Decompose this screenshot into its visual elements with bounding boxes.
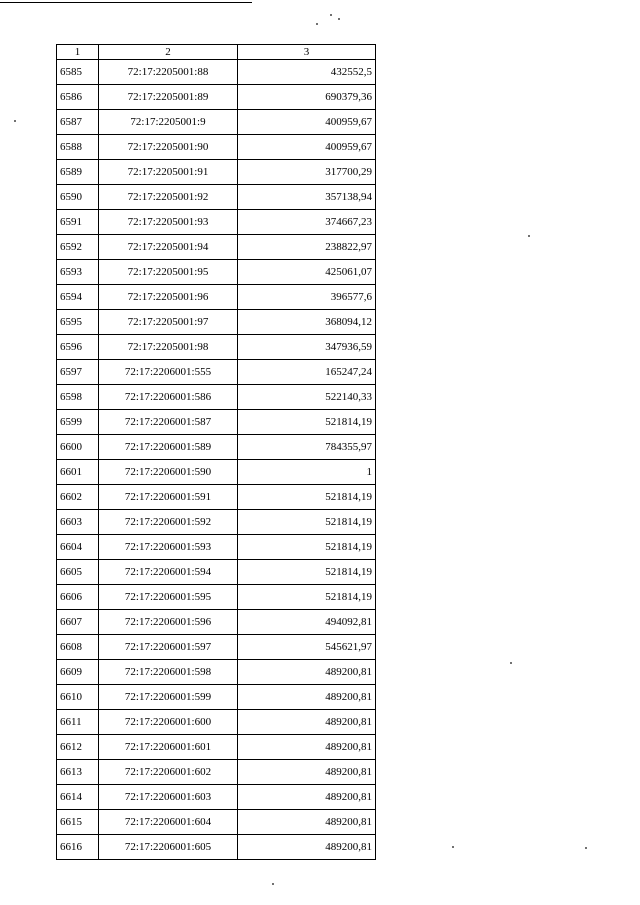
cadastral-number: 72:17:2206001:587: [99, 410, 238, 435]
row-number: 6612: [57, 735, 99, 760]
cadastral-number: 72:17:2205001:94: [99, 235, 238, 260]
row-number: 6608: [57, 635, 99, 660]
cadastral-value: 489200,81: [238, 835, 376, 860]
cadastral-number: 72:17:2206001:596: [99, 610, 238, 635]
table-row: [57, 210, 376, 235]
cadastral-value: 690379,36: [238, 85, 376, 110]
column-header-2: 2: [99, 45, 238, 60]
cadastral-value: 522140,33: [238, 385, 376, 410]
scan-speck: [316, 23, 318, 25]
table-row: [57, 610, 376, 635]
cadastral-number: 72:17:2205001:91: [99, 160, 238, 185]
cadastral-number: 72:17:2205001:90: [99, 135, 238, 160]
cadastral-value: 368094,12: [238, 310, 376, 335]
table-row: [57, 460, 376, 485]
cadastral-number: 72:17:2206001:605: [99, 835, 238, 860]
cadastral-number: 72:17:2206001:603: [99, 785, 238, 810]
cadastral-value: 521814,19: [238, 560, 376, 585]
row-number: 6585: [57, 60, 99, 85]
cadastral-value: 489200,81: [238, 810, 376, 835]
scan-speck: [510, 662, 512, 664]
scan-speck: [585, 847, 587, 849]
cadastral-number: 72:17:2206001:595: [99, 585, 238, 610]
row-number: 6613: [57, 760, 99, 785]
table-row: [57, 585, 376, 610]
cadastral-number: 72:17:2206001:601: [99, 735, 238, 760]
cadastral-value: 494092,81: [238, 610, 376, 635]
scan-speck: [272, 883, 274, 885]
cadastral-number: 72:17:2205001:89: [99, 85, 238, 110]
row-number: 6616: [57, 835, 99, 860]
cadastral-value: 521814,19: [238, 510, 376, 535]
cadastral-value: 432552,5: [238, 60, 376, 85]
cadastral-number: 72:17:2206001:592: [99, 510, 238, 535]
table-row: [57, 110, 376, 135]
page-top-rule: [0, 2, 252, 3]
cadastral-number: 72:17:2206001:602: [99, 760, 238, 785]
table-row: [57, 560, 376, 585]
cadastral-value-table: [56, 44, 376, 860]
cadastral-value: 317700,29: [238, 160, 376, 185]
cadastral-value: 521814,19: [238, 485, 376, 510]
table-row: [57, 710, 376, 735]
cadastral-number: 72:17:2206001:591: [99, 485, 238, 510]
row-number: 6615: [57, 810, 99, 835]
cadastral-number: 72:17:2205001:88: [99, 60, 238, 85]
cadastral-value: 1: [238, 460, 376, 485]
row-number: 6595: [57, 310, 99, 335]
cadastral-value: 396577,6: [238, 285, 376, 310]
cadastral-value: 489200,81: [238, 760, 376, 785]
cadastral-value: 400959,67: [238, 110, 376, 135]
column-header-1: 1: [57, 45, 99, 60]
table-row: [57, 260, 376, 285]
row-number: 6594: [57, 285, 99, 310]
cadastral-value: 165247,24: [238, 360, 376, 385]
cadastral-number: 72:17:2205001:92: [99, 185, 238, 210]
cadastral-value: 489200,81: [238, 735, 376, 760]
row-number: 6597: [57, 360, 99, 385]
cadastral-number: 72:17:2206001:590: [99, 460, 238, 485]
table-row: [57, 485, 376, 510]
row-number: 6606: [57, 585, 99, 610]
row-number: 6599: [57, 410, 99, 435]
row-number: 6603: [57, 510, 99, 535]
cadastral-value: 521814,19: [238, 535, 376, 560]
row-number: 6592: [57, 235, 99, 260]
scan-speck: [14, 120, 16, 122]
table-row: [57, 385, 376, 410]
cadastral-value: 400959,67: [238, 135, 376, 160]
cadastral-number: 72:17:2205001:95: [99, 260, 238, 285]
table-row: [57, 510, 376, 535]
table-row: [57, 135, 376, 160]
table-row: [57, 810, 376, 835]
cadastral-number: 72:17:2206001:593: [99, 535, 238, 560]
cadastral-value: 521814,19: [238, 410, 376, 435]
table-row: [57, 160, 376, 185]
cadastral-value: 489200,81: [238, 710, 376, 735]
table-row: [57, 60, 376, 85]
row-number: 6609: [57, 660, 99, 685]
cadastral-number: 72:17:2206001:600: [99, 710, 238, 735]
cadastral-value: 489200,81: [238, 660, 376, 685]
cadastral-number: 72:17:2206001:604: [99, 810, 238, 835]
cadastral-value: 425061,07: [238, 260, 376, 285]
scan-speck: [452, 846, 454, 848]
cadastral-number: 72:17:2206001:589: [99, 435, 238, 460]
table-row: [57, 835, 376, 860]
table-header-row: [57, 45, 376, 60]
table-row: [57, 785, 376, 810]
row-number: 6598: [57, 385, 99, 410]
row-number: 6589: [57, 160, 99, 185]
table-row: [57, 535, 376, 560]
table-row: [57, 660, 376, 685]
cadastral-number: 72:17:2205001:97: [99, 310, 238, 335]
table-row: [57, 685, 376, 710]
cadastral-number: 72:17:2206001:555: [99, 360, 238, 385]
table-row: [57, 635, 376, 660]
row-number: 6614: [57, 785, 99, 810]
row-number: 6602: [57, 485, 99, 510]
row-number: 6593: [57, 260, 99, 285]
cadastral-value: 347936,59: [238, 335, 376, 360]
cadastral-number: 72:17:2206001:599: [99, 685, 238, 710]
row-number: 6611: [57, 710, 99, 735]
table-row: [57, 85, 376, 110]
scan-speck: [528, 235, 530, 237]
cadastral-number: 72:17:2205001:93: [99, 210, 238, 235]
table-row: [57, 310, 376, 335]
cadastral-number: 72:17:2206001:594: [99, 560, 238, 585]
cadastral-number: 72:17:2206001:597: [99, 635, 238, 660]
row-number: 6588: [57, 135, 99, 160]
cadastral-number: 72:17:2206001:586: [99, 385, 238, 410]
cadastral-value: 784355,97: [238, 435, 376, 460]
column-header-3: 3: [238, 45, 376, 60]
table-row: [57, 435, 376, 460]
table-row: [57, 285, 376, 310]
row-number: 6604: [57, 535, 99, 560]
table-row: [57, 235, 376, 260]
row-number: 6605: [57, 560, 99, 585]
row-number: 6607: [57, 610, 99, 635]
cadastral-value: 374667,23: [238, 210, 376, 235]
cadastral-value: 238822,97: [238, 235, 376, 260]
row-number: 6590: [57, 185, 99, 210]
table-row: [57, 335, 376, 360]
scan-speck: [330, 14, 332, 16]
cadastral-value: 489200,81: [238, 685, 376, 710]
cadastral-number: 72:17:2205001:9: [99, 110, 238, 135]
table-row: [57, 735, 376, 760]
cadastral-number: 72:17:2205001:98: [99, 335, 238, 360]
cadastral-value: 545621,97: [238, 635, 376, 660]
row-number: 6601: [57, 460, 99, 485]
cadastral-number: 72:17:2206001:598: [99, 660, 238, 685]
row-number: 6591: [57, 210, 99, 235]
scan-speck: [338, 18, 340, 20]
row-number: 6587: [57, 110, 99, 135]
row-number: 6596: [57, 335, 99, 360]
row-number: 6600: [57, 435, 99, 460]
table-row: [57, 760, 376, 785]
table-row: [57, 185, 376, 210]
cadastral-value: 521814,19: [238, 585, 376, 610]
cadastral-value: 489200,81: [238, 785, 376, 810]
row-number: 6610: [57, 685, 99, 710]
row-number: 6586: [57, 85, 99, 110]
table-row: [57, 410, 376, 435]
table-row: [57, 360, 376, 385]
cadastral-value: 357138,94: [238, 185, 376, 210]
cadastral-number: 72:17:2205001:96: [99, 285, 238, 310]
